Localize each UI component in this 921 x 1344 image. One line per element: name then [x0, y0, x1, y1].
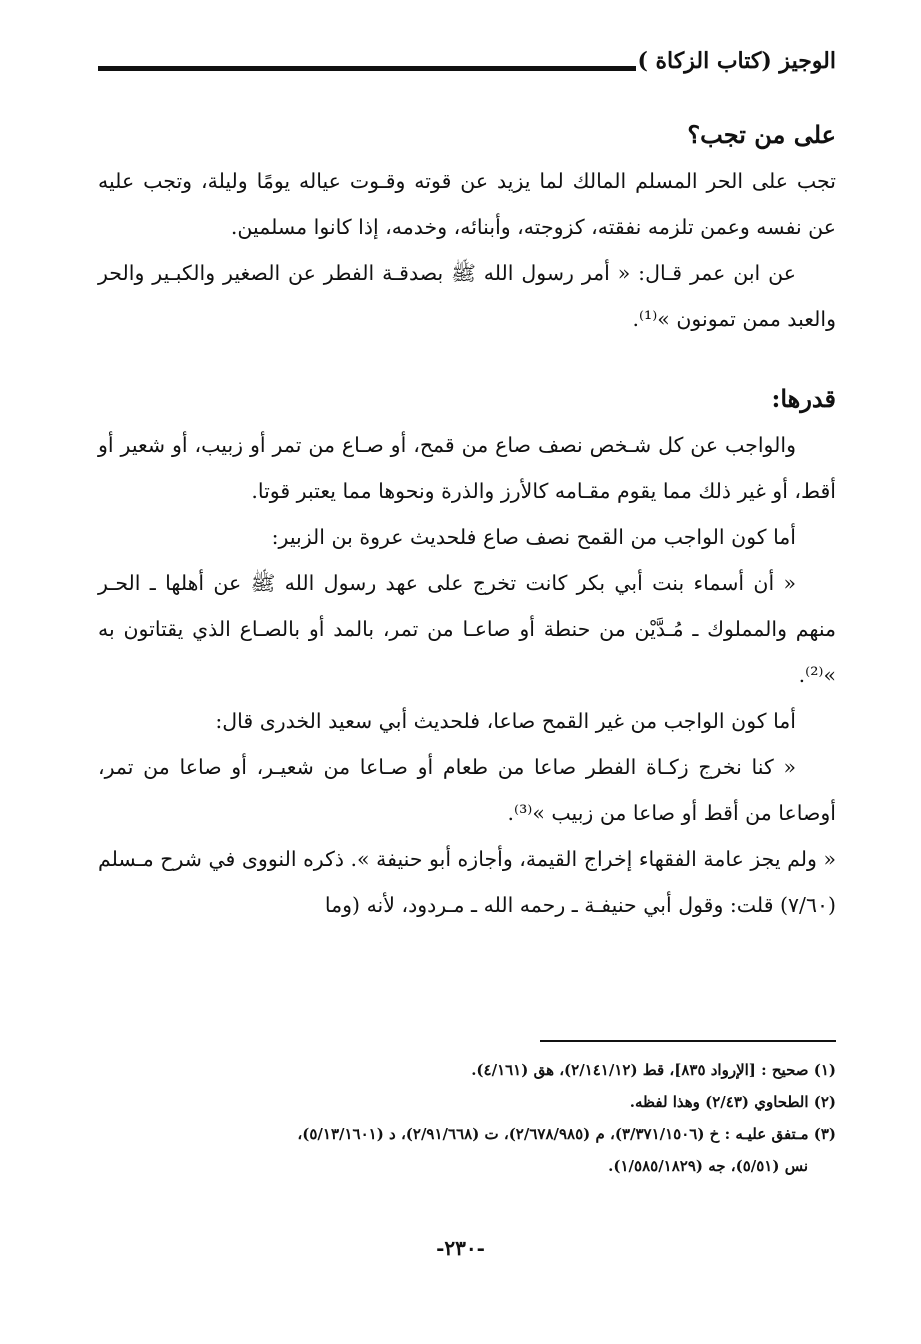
page-number: -٢٣٠- — [436, 1236, 485, 1260]
paragraph-hadith-abu-said: « كنا نخرج زكـاة الفطر صاعا من طعام أو صـاعا من شعيـر، أو صاعا من تمر، أوصاعا من أقط أو صاعا من زبيب »⁽³⁾. — [98, 755, 836, 825]
main-text — [98, 112, 836, 928]
section-heading-amount: قدرها: — [771, 384, 836, 413]
paragraph: تجب على الحر المسلم المالك لما يزيد عن قوته وقـوت عياله يومًا وليلة، وتجب عليه عن نفسه وعمن تلزمه نفقته، كزوجته، وأبنائه، وخدمه، إذا كانوا مسلمين. — [98, 169, 836, 239]
footnote-3: (٣) مـتفق عليـه : خ (٣/٣٧١/١٥٠٦)، م (٢/٦٧٨/٩٨٥)، ت (٢/٩١/٦٦٨)، د (٥/١٣/١٦٠١)، — [297, 1125, 836, 1143]
paragraph: أما كون الواجب من القمح نصف صاع فلحديث عروة بن الزبير: — [271, 525, 796, 549]
running-title: الوجيز (كتاب الزكاة ) — [637, 48, 836, 74]
header-rule — [98, 66, 636, 71]
footnote-3-continued: نس (٥/٥١)، جه (١/٥٨٥/١٨٢٩). — [608, 1157, 808, 1175]
paragraph: والواجب عن كل شـخص نصف صاع من قمح، أو صـاع من تمر أو زبيب، أو شعير أو أقط، أو غير ذلك مما يقوم مقـامه كالأرز والذرة ونحوها مما يعتبر قوتا. — [98, 433, 836, 503]
paragraph-hadith-ibn-umar: عن ابن عمر قـال: « أمر رسول الله ﷺ بصدقـة الفطر عن الصغير والكبـير والحر والعبد ممن تمونون »⁽¹⁾. — [98, 261, 836, 331]
section-heading-obligation: على من تجب؟ — [687, 120, 836, 149]
paragraph: « ولم يجز عامة الفقهاء إخراج القيمة، وأجازه أبو حنيفة ». ذكره النووى في شرح مـسلم (٧/٦٠) قلت: وقول أبي حنيفـة ـ رحمه الله ـ مـردود، لأنه (وما — [98, 847, 836, 917]
section-gap — [98, 342, 836, 376]
paragraph: أما كون الواجب من غير القمح صاعا، فلحديث أبي سعيد الخدرى قال: — [215, 709, 796, 733]
footnote-1: (١) صحيح : [الإرواد ٨٣٥]، قط (٢/١٤١/١٢)، هق (٤/١٦١). — [471, 1061, 836, 1079]
footnotes — [98, 1054, 836, 1182]
paragraph-hadith-asma: « أن أسماء بنت أبي بكر كانت تخرج على عهد رسول الله ﷺ عن أهلها ـ الحـر منهم والمملوك ـ مُـدَّيْن من حنطة أو صاعـا من تمر، بالمد أو بالصـاع الذي يقتاتون به »⁽²⁾. — [98, 571, 836, 687]
footnote-rule — [540, 1040, 836, 1042]
footnote-2: (٢) الطحاوي (٢/٤٣) وهذا لفظه. — [629, 1093, 836, 1111]
running-header — [98, 44, 836, 84]
